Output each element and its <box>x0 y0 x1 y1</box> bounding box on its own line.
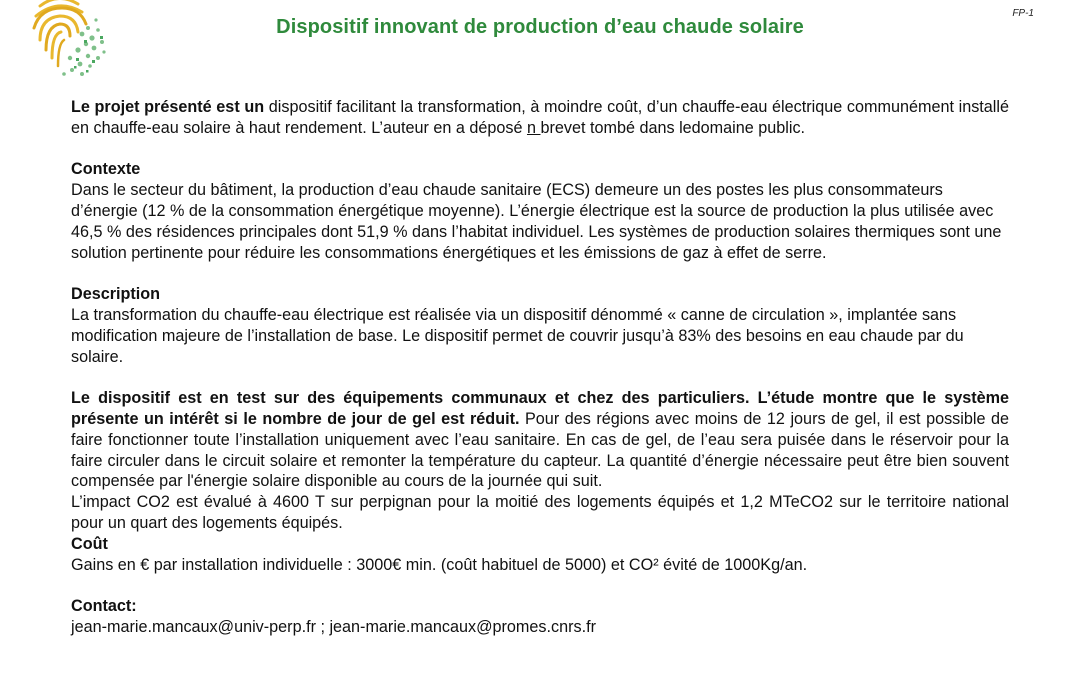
context-heading: Contexte <box>71 160 141 179</box>
context-paragraph: Dans le secteur du bâtiment, la production d’eau chaude sanitaire (ECS) demeure un des postes les plus consommateurs d’énergie (12 % de la consommation énergétique moyenne). L’énergie électrique est la source de production la plus utilisée avec 46,5 % des résidences principales dont 51,9 % dans l’habitat individuel. Les systèmes de production solaires thermiques sont une solution pertinente pour réduire les consommations énergétiques et les émissions de gaz à effet de serre. <box>71 181 1002 262</box>
cost-heading: Coût <box>71 534 108 553</box>
intro-text-end: brevet tombé dans ledomaine public. <box>540 118 806 137</box>
description-heading: Description <box>71 285 161 304</box>
test-paragraph <box>71 388 1009 492</box>
contact-emails[interactable]: jean-marie.mancaux@univ-perp.fr ; jean-marie.mancaux@promes.cnrs.fr <box>71 617 596 636</box>
intro-lead: Le projet présenté est un <box>71 98 265 116</box>
test-lead: Le dispositif est en test sur des équipements communaux et chez des particuliers. L’étude montre que le système présente un intérêt si le nombre de jour de gel est réduit. <box>71 389 1009 428</box>
description-paragraph: La transformation du chauffe-eau électrique est réalisée via un dispositif dénommé « canne de circulation », implantée sans modification majeure de l’installation de base. Le dispositif permet de couvrir jusqu’à 83% des besoins en eau chaude par du solaire. <box>71 305 964 366</box>
contact-heading: Contact: <box>71 597 137 616</box>
fingerprint-logo <box>30 0 112 78</box>
patent-count-blank: n <box>526 118 541 137</box>
document-reference: FP-1 <box>1012 8 1034 19</box>
test-text: Pour des régions avec moins de 12 jours de gel, il est possible de faire fonctionner toute l’installation uniquement avec l’eau sanitaire. En cas de gel, de l’eau sera puisée dans le réservoir pour la faire circuler dans le circuit solaire et remonter la température du capteur. La quantité d’énergie nécessaire peut être bien souvent compensée par l'énergie solaire disponible au cours de la journée qui suit. <box>71 409 1009 491</box>
intro-text: dispositif facilitant la transformation, à moindre coût, d’un chauffe-eau électrique communément installé en chauffe-eau solaire à haut rendement. L’auteur en a déposé <box>71 98 1009 137</box>
intro-paragraph <box>71 97 1009 139</box>
impact-paragraph: L’impact CO2 est évalué à 4600 T sur perpignan pour la moitié des logements équipés et 1,2 MTeCO2 sur le territoire national pour un quart des logements équipés. <box>71 493 1009 532</box>
document-title: Dispositif innovant de production d’eau chaude solaire <box>276 16 804 38</box>
document-body <box>71 97 1009 638</box>
cost-paragraph: Gains en € par installation individuelle : 3000€ min. (coût habituel de 5000) et CO² évité de 1000Kg/an. <box>71 555 808 574</box>
